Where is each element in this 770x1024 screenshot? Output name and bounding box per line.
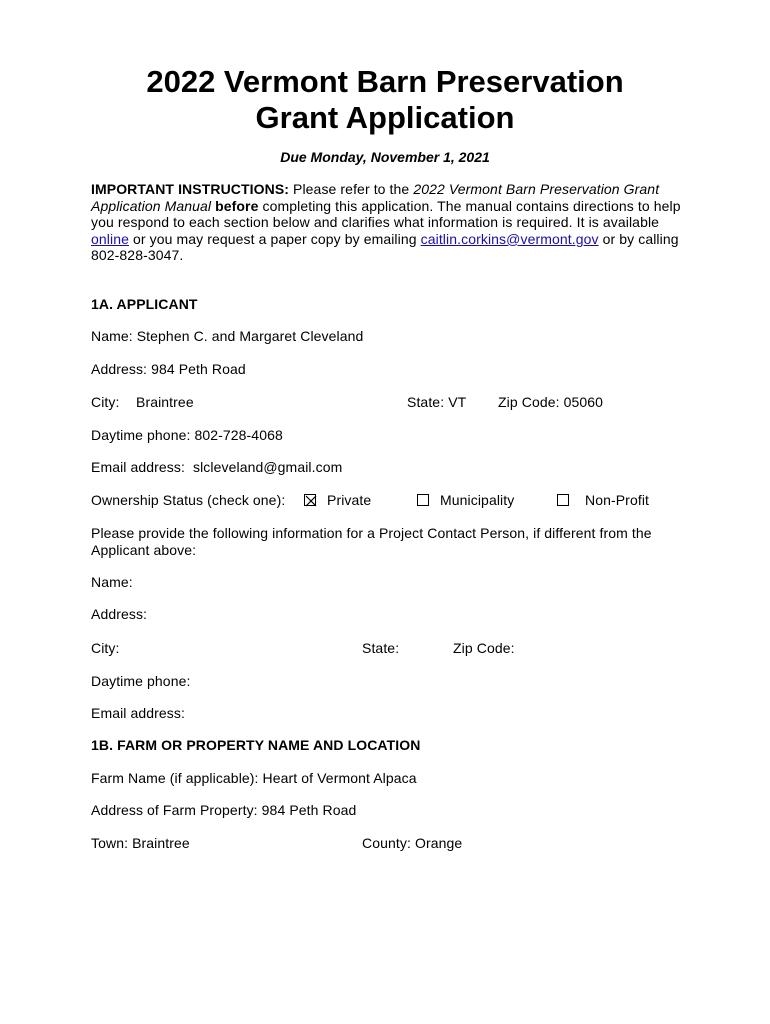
farm-address-value[interactable]: 984 Peth Road: [261, 802, 357, 818]
applicant-state-value[interactable]: VT: [448, 394, 467, 410]
city-label: City:: [91, 394, 120, 410]
nonprofit-option-label: Non-Profit: [585, 492, 650, 508]
before-emphasis: before: [215, 197, 259, 214]
farm-address-row: [91, 802, 356, 818]
checked-x-icon: [305, 495, 317, 507]
contact-email-label: Email address:: [91, 705, 185, 721]
applicant-state-row: [407, 394, 466, 410]
private-checkbox[interactable]: [304, 494, 316, 506]
instructions-paragraph: [91, 181, 691, 264]
farm-county-value[interactable]: Orange: [414, 835, 463, 851]
instructions-label: IMPORTANT INSTRUCTIONS:: [91, 181, 290, 197]
farm-address-label: Address of Farm Property:: [91, 802, 258, 818]
contact-phone-label: Daytime phone:: [91, 673, 191, 689]
applicant-name-value[interactable]: Stephen C. and Margaret Cleveland: [136, 328, 364, 344]
applicant-city-value[interactable]: Braintree: [136, 394, 194, 410]
page-title: [0, 64, 770, 136]
farm-name-row: [91, 770, 417, 786]
applicant-email-row: [91, 459, 342, 475]
instructions-text-3: or you may request a paper copy by emailing: [128, 230, 421, 247]
title-line-2: Grant Application: [255, 100, 515, 135]
applicant-address-row: [91, 361, 246, 377]
farm-town-value[interactable]: Braintree: [132, 835, 190, 851]
manual-title: 2022 Vermont Barn Preservation Grant Application Manual: [91, 181, 660, 214]
ownership-label: Ownership Status (check one):: [91, 492, 286, 508]
applicant-zip-row: [498, 394, 603, 410]
applicant-address-value[interactable]: 984 Peth Road: [151, 361, 246, 377]
nonprofit-checkbox[interactable]: [557, 494, 569, 506]
applicant-phone-row: [91, 427, 283, 443]
zip-label: Zip Code:: [498, 394, 560, 410]
farm-heading: 1B. FARM OR PROPERTY NAME AND LOCATION: [91, 737, 421, 753]
state-label: State:: [407, 394, 445, 410]
applicant-heading: 1A. APPLICANT: [91, 296, 198, 312]
town-label: Town:: [91, 835, 129, 851]
applicant-zip-value[interactable]: 05060: [563, 394, 604, 410]
contact-city-label: City:: [91, 640, 120, 656]
title-line-1: 2022 Vermont Barn Preservation: [146, 64, 624, 99]
online-link[interactable]: online: [91, 230, 129, 247]
instructions-text-1: Please refer to the: [289, 181, 414, 197]
address-label: Address:: [91, 361, 148, 377]
contact-zip-label: Zip Code:: [453, 640, 515, 656]
phone-label: Daytime phone:: [91, 427, 191, 443]
contact-name-label: Name:: [91, 574, 133, 590]
farm-name-value[interactable]: Heart of Vermont Alpaca: [262, 770, 417, 786]
municipality-checkbox[interactable]: [417, 494, 429, 506]
farm-county-row: [362, 835, 462, 851]
applicant-name-row: [91, 328, 363, 344]
county-label: County:: [362, 835, 411, 851]
contact-address-label: Address:: [91, 606, 148, 622]
applicant-phone-value[interactable]: 802-728-4068: [194, 427, 283, 443]
contact-prompt: Please provide the following information for a Project Contact Person, if different from the Applicant above:: [91, 525, 652, 558]
due-date: Due Monday, November 1, 2021: [280, 149, 490, 165]
farm-town-row: [91, 835, 190, 851]
name-label: Name:: [91, 328, 133, 344]
instructions-text-4: or by calling 802-828-3047.: [91, 230, 679, 264]
municipality-option-label: Municipality: [440, 492, 515, 508]
private-option-label: Private: [327, 492, 372, 508]
instructions-text-2: completing this application. The manual contains directions to help you respond to each section below and clarifies what information is required. It is available: [91, 197, 681, 231]
farm-name-label: Farm Name (if applicable):: [91, 770, 259, 786]
contact-state-label: State:: [362, 640, 400, 656]
email-label: Email address:: [91, 459, 185, 475]
applicant-email-value[interactable]: slcleveland@gmail.com: [193, 459, 343, 475]
email-link[interactable]: caitlin.corkins@vermont.gov: [420, 230, 599, 247]
